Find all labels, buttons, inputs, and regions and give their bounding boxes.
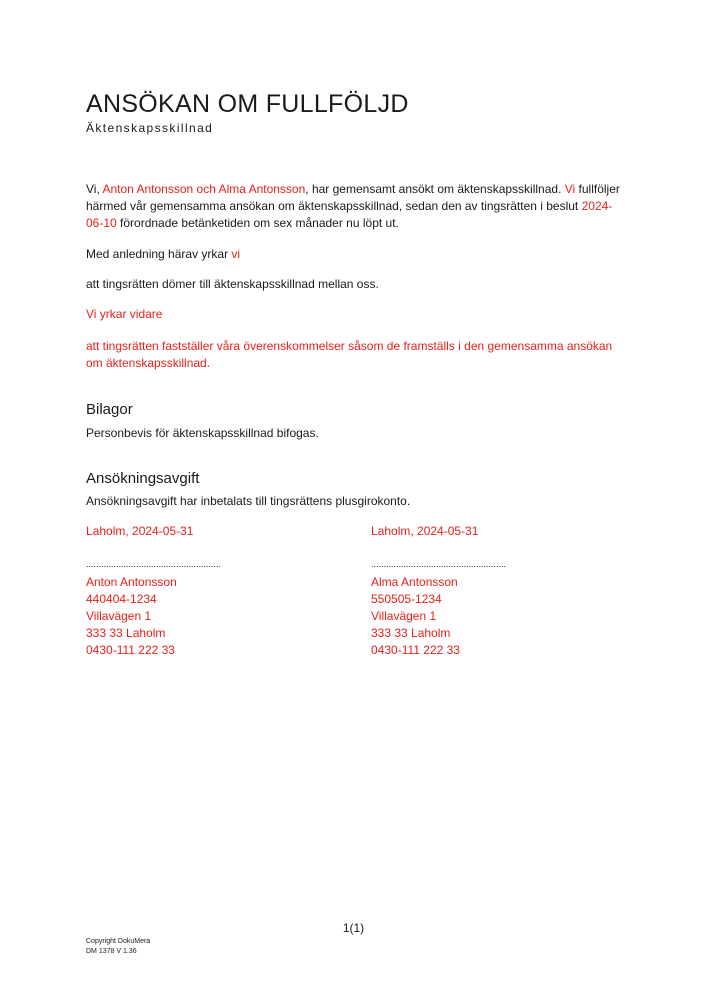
attachments-heading: Bilagor [86,401,133,418]
fee-heading: Ansökningsavgift [86,470,200,487]
footer-copyright: Copyright DokuMera [86,938,151,945]
claim-agreements: att tingsrätten fastställer våra överenskommelser såsom de framställs i den gemensamma ansökan om äktenskapsskillnad. [86,339,613,370]
signer-phone: 0430-111 222 33 [371,643,460,657]
claim-intro-text: Med anledning härav yrkar [86,247,232,261]
intro-vi: Vi [564,182,576,196]
signature-place-date: Laholm, 2024-05-31 [371,524,479,538]
signer-postal: 333 33 Laholm [371,626,451,640]
signer-phone: 0430-111 222 33 [86,643,175,657]
footer-version: DM 1378 V 1.36 [86,948,137,955]
claim-intro [86,246,626,263]
signer-postal: 333 33 Laholm [86,626,166,640]
signer-name: Anton Antonsson [86,575,177,589]
intro-text-b: , har gemensamt ansökt om äktenskapsskillnad. [305,182,565,196]
signer-name: Alma Antonsson [371,575,458,589]
footer [86,937,150,957]
page-title: ANSÖKAN OM FULLFÖLJD [86,90,409,118]
applicant-names: Anton Antonsson och Alma Antonsson [102,182,306,196]
attachments-text: Personbevis för äktenskapsskillnad bifogas. [86,426,319,440]
signature-block-left [86,523,326,659]
intro-text-a: Vi, [86,182,103,196]
page-number: 1(1) [342,921,365,935]
signer-street: Villavägen 1 [371,609,437,623]
claim-intro-vi: vi [231,247,241,261]
intro-paragraph [86,181,626,232]
signature-place-date: Laholm, 2024-05-31 [86,524,194,538]
intro-text-c: fullföljer härmed vår gemensamma ansökan om äktenskapsskillnad, sedan den av tingsrätten i beslut [86,182,620,213]
claim-divorce: att tingsrätten dömer till äktenskapsskillnad mellan oss. [86,277,379,291]
signer-street: Villavägen 1 [86,609,152,623]
signer-personal-number: 440404-1234 [86,592,157,606]
signer-personal-number: 550505-1234 [371,592,442,606]
signature-block-right [371,523,611,659]
signature-line: ...................................................... [371,559,507,569]
claim-further: Vi yrkar vidare [86,307,163,321]
signature-line: ...................................................... [86,559,222,569]
fee-text: Ansökningsavgift har inbetalats till tingsrättens plusgirokonto. [86,494,411,508]
decision-date: 2024-06-10 [86,199,613,230]
intro-text-d: förordnade betänketiden om sex månader nu löpt ut. [116,216,399,230]
page-subtitle: Äktenskapsskillnad [86,121,214,135]
